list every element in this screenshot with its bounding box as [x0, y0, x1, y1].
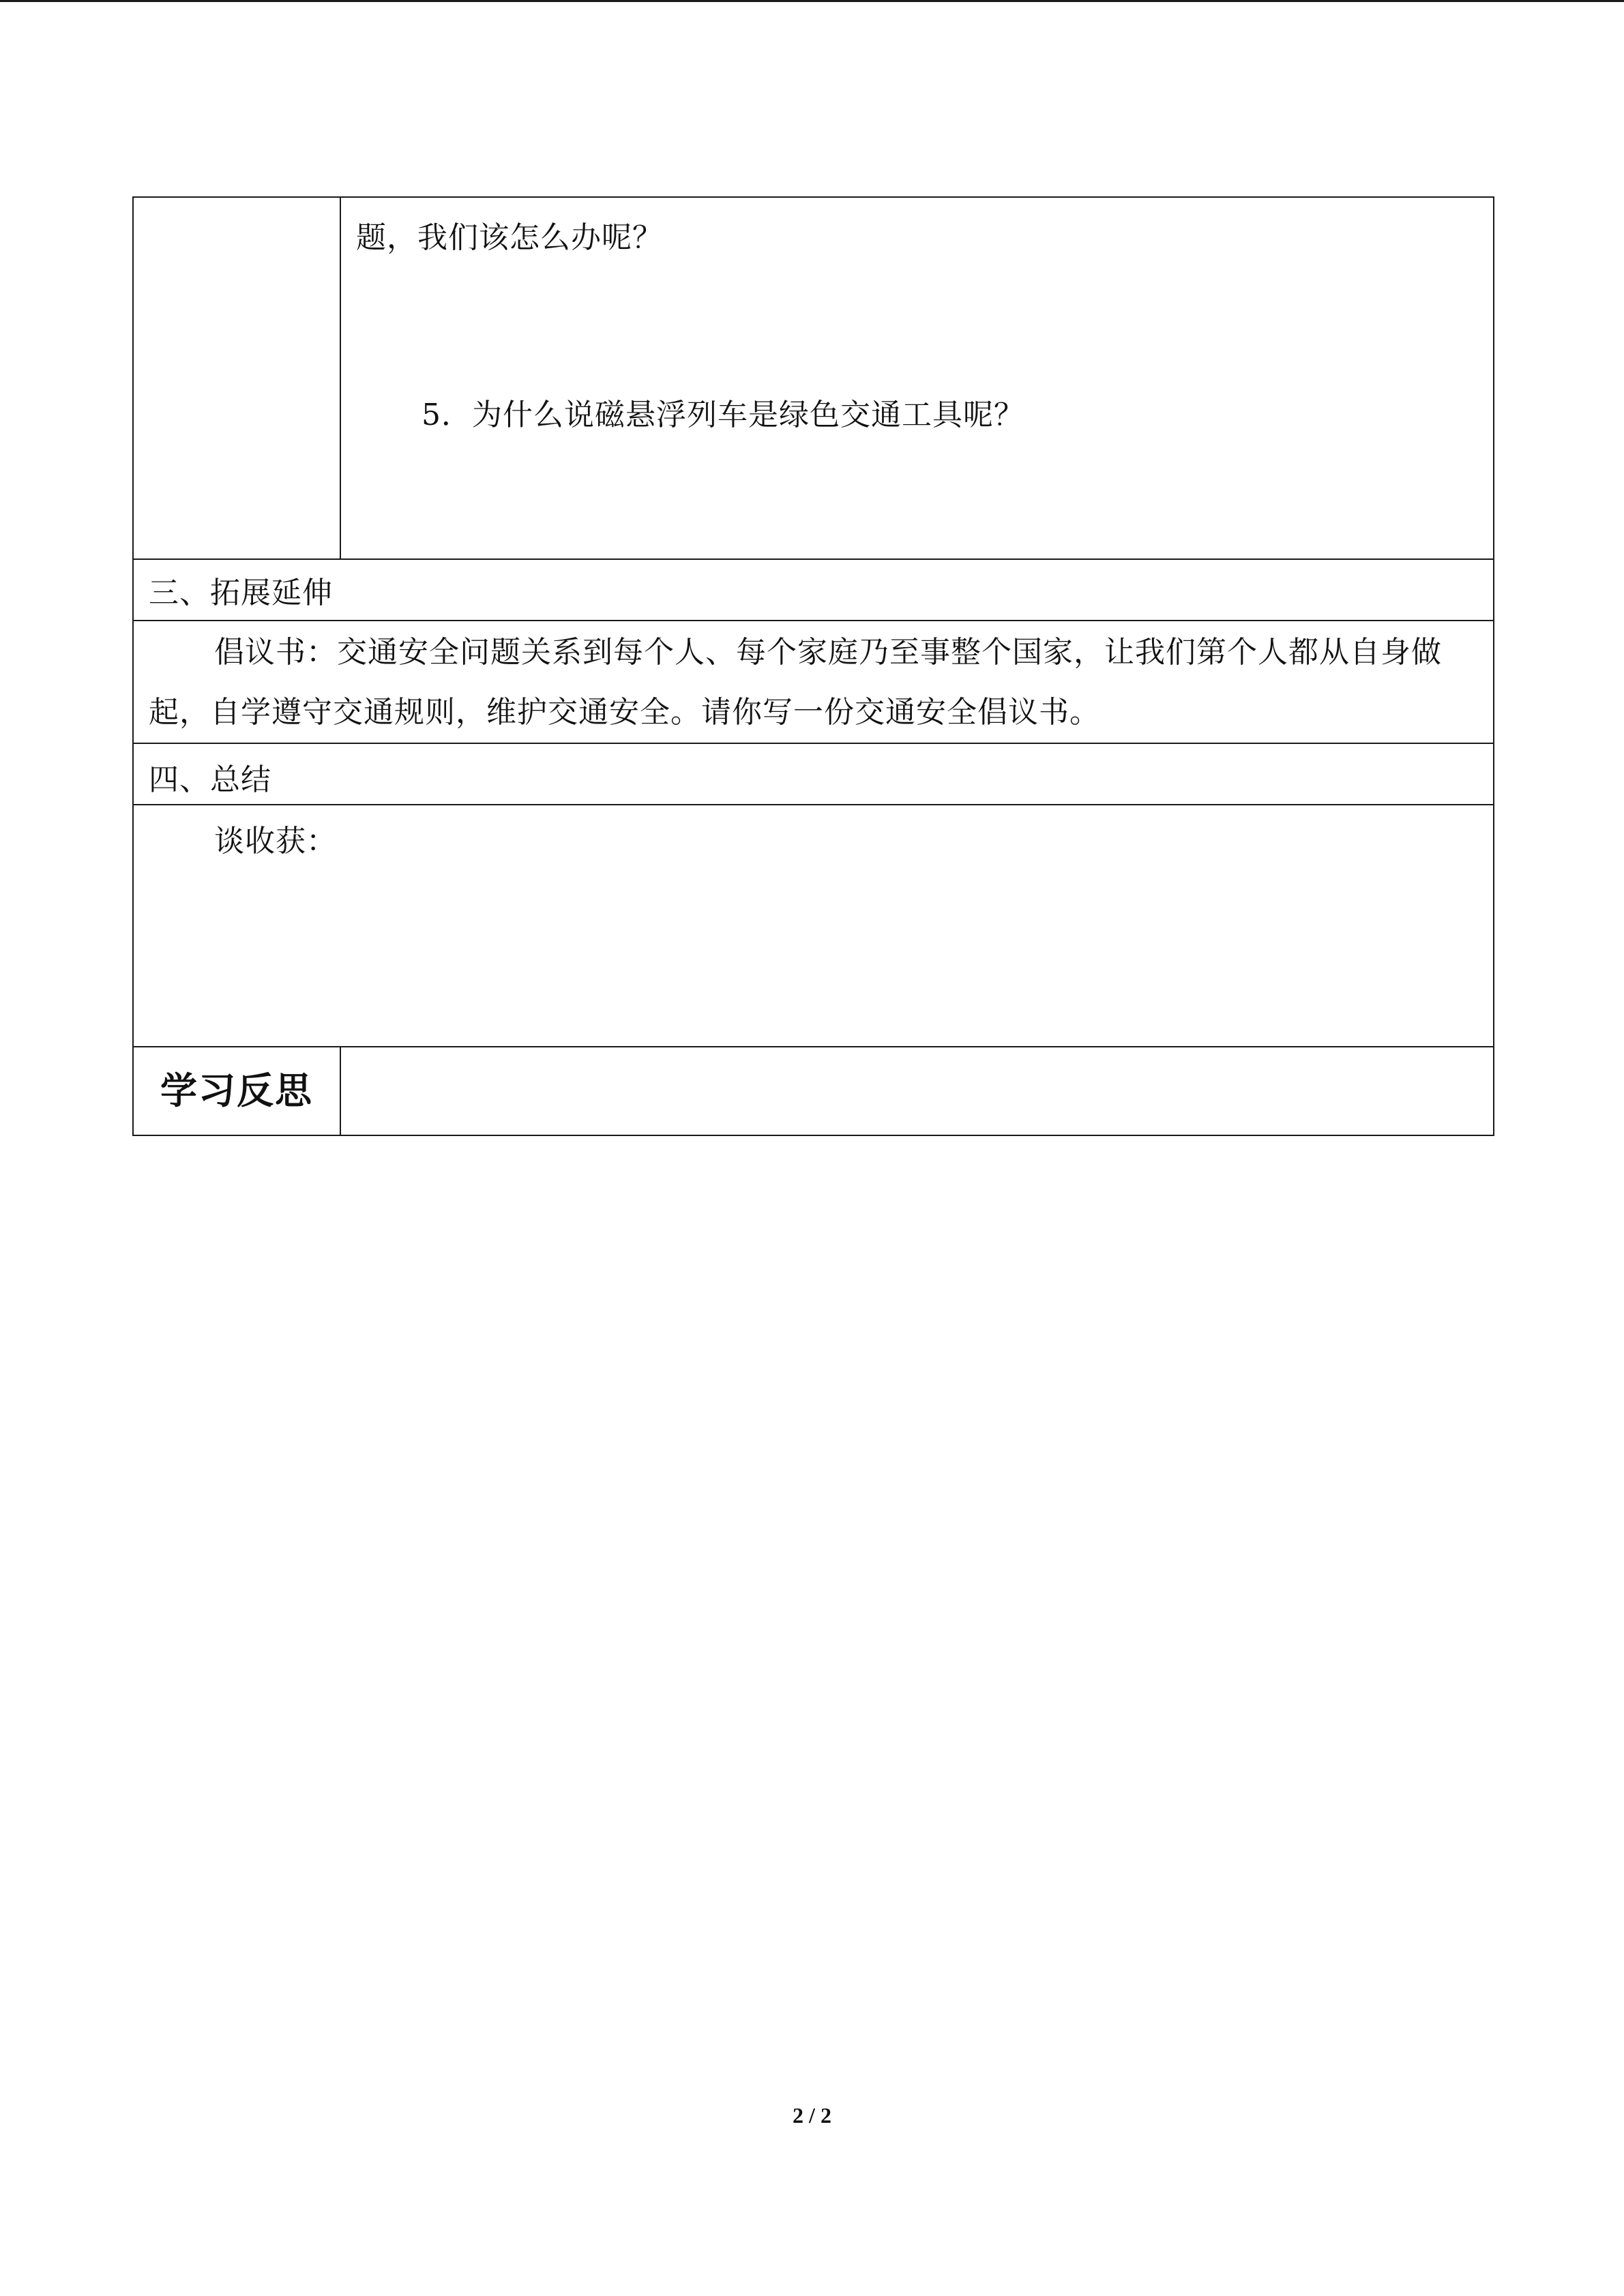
row-label-cell: [133, 197, 340, 559]
section-3-heading: 三、拓展延伸: [149, 576, 333, 610]
reflection-label-cell: [133, 1047, 340, 1135]
section-4-heading: 四、总结: [149, 762, 271, 797]
page-number: 2 / 2: [793, 2103, 831, 2128]
section-3-heading-row: [133, 559, 1494, 621]
question-row: [133, 197, 1494, 559]
section-3-body-cell: [133, 621, 1494, 743]
page-top-border: [0, 0, 1624, 2]
worksheet-table: [132, 196, 1493, 1136]
section-3-body-row: [133, 621, 1494, 743]
section-4-body-row: [133, 805, 1494, 1047]
section-3-heading-cell: [133, 559, 1494, 621]
reflection-answer-cell: [340, 1047, 1494, 1135]
question-5-text: 5．为什么说磁悬浮列车是绿色交通工具呢？: [422, 398, 1024, 432]
question-cell: [340, 197, 1494, 559]
continued-question-text: 题，我们该怎么办呢？: [356, 220, 663, 255]
harvest-prompt: 谈收获：: [214, 824, 337, 859]
section-4-heading-row: [133, 743, 1494, 805]
proposal-paragraph: 倡议书：交通安全问题关系到每个人、每个家庭乃至事整个国家，让我们第个人都从自身做起，自学遵守交通规则，维护交通安全。请你写一份交通安全倡议书。: [149, 635, 1442, 730]
reflection-row: [133, 1047, 1494, 1135]
section-4-heading-cell: [133, 743, 1494, 805]
reflection-label: 学习反思: [160, 1069, 313, 1112]
summary-answer-cell: [133, 805, 1494, 1047]
